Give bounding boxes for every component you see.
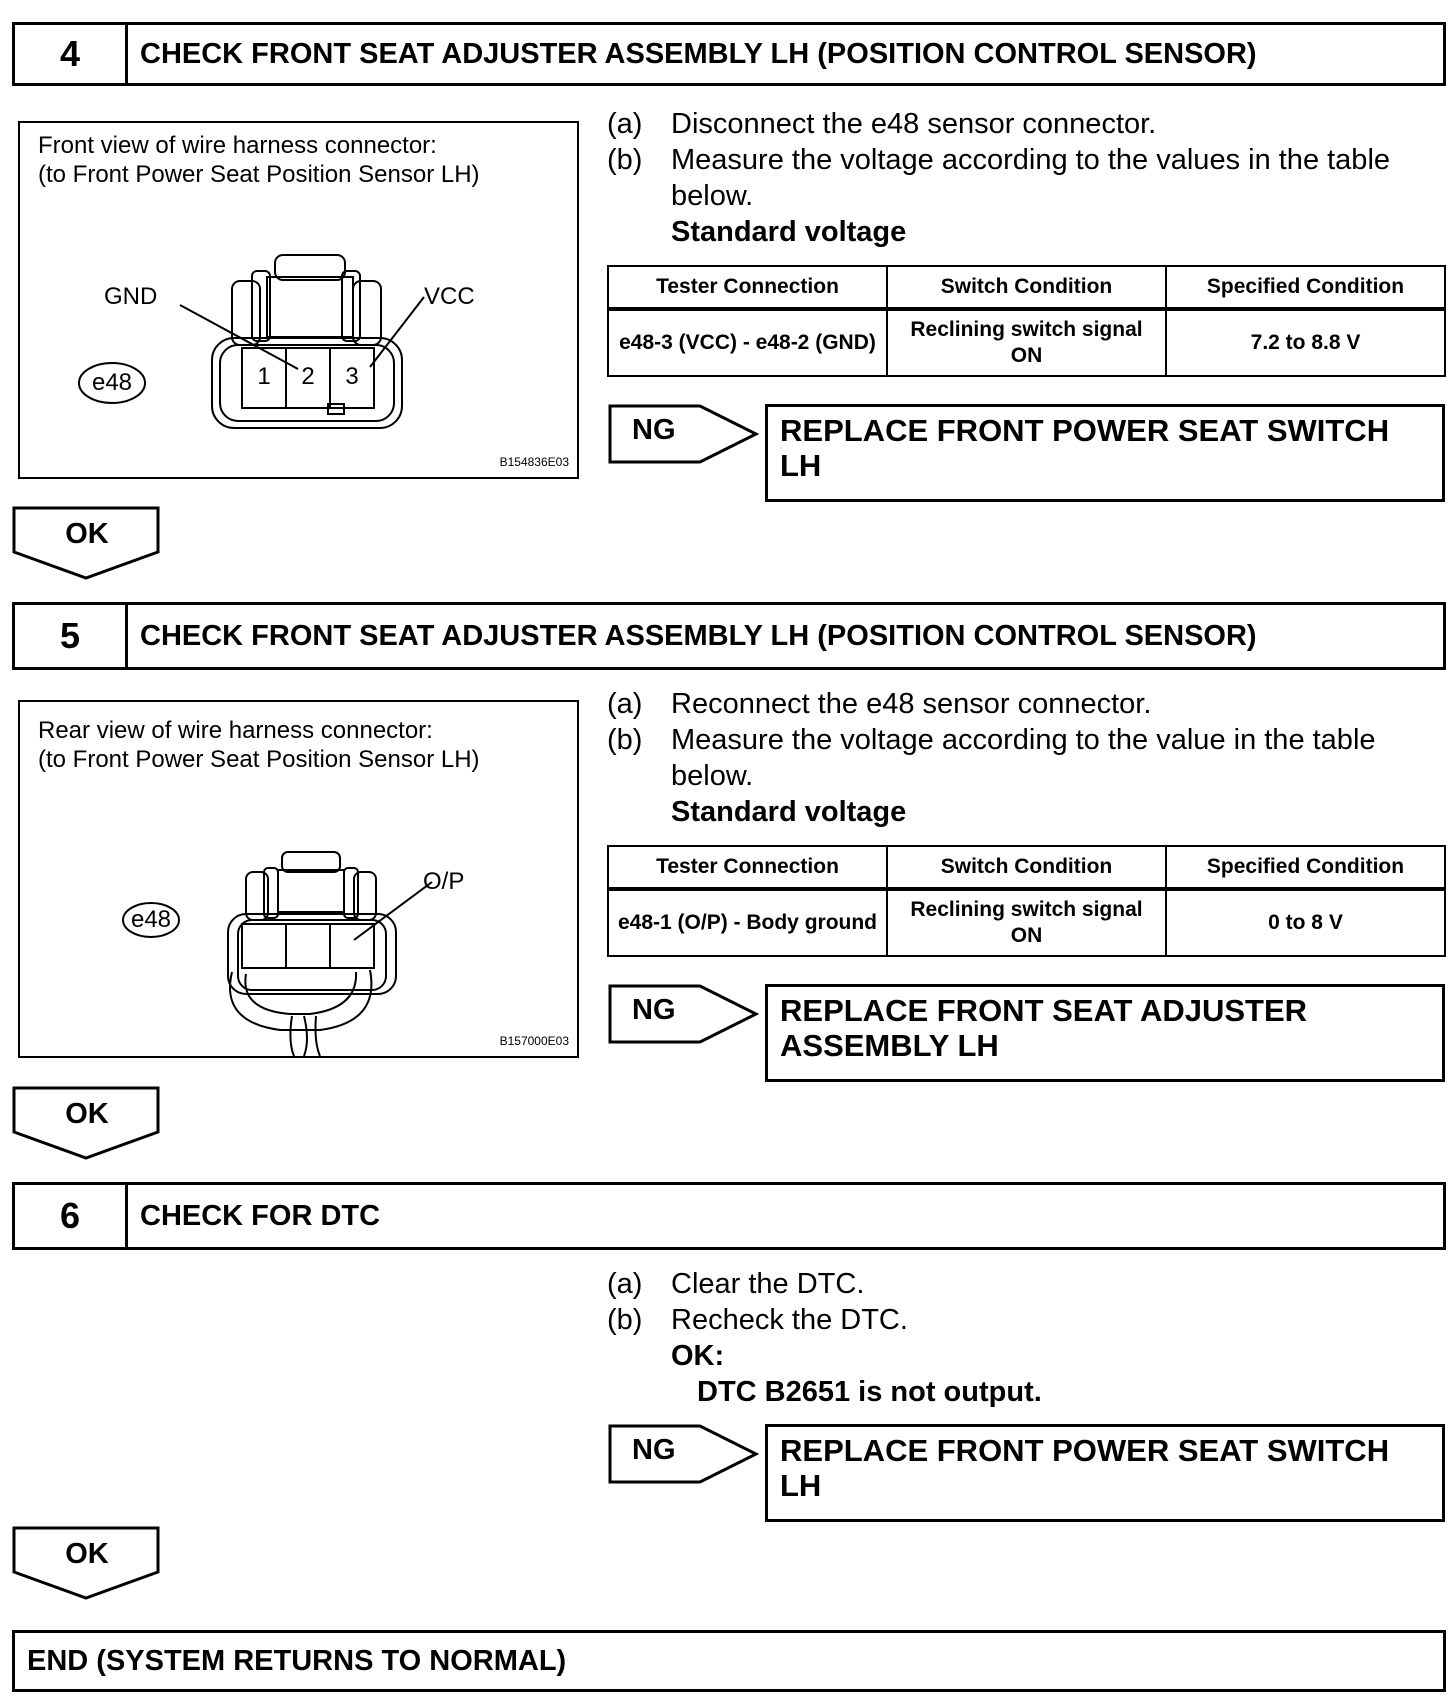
step-5-number: 5 [15,605,128,667]
step-5-spec-table [607,845,1446,957]
instruction-b: (b) Measure the voltage according to the value in the table below. [607,724,1376,792]
step-6-ng-arrow [608,1424,760,1484]
ok-criteria-detail: DTC B2651 is not output. [697,1376,1042,1408]
ng-label: NG [632,1434,676,1466]
table-cell: Reclining switch signal ON [887,309,1166,376]
connector-rear-view-diagram [20,702,577,1056]
connector-id-e48: e48 [91,369,133,396]
pin-1-label: 1 [257,363,271,390]
figure-caption: Rear view of wire harness connector: (to Front Power Seat Position Sensor LH) [38,717,480,773]
step-5-figure [18,700,579,1058]
step-4-header [12,22,1446,86]
table-header: Switch Condition [887,846,1166,889]
step-6-instructions [607,1266,1447,1410]
step-4-spec-table [607,265,1446,377]
op-label: O/P [423,868,465,895]
table-header: Specified Condition [1166,266,1445,309]
step-4-title: CHECK FRONT SEAT ADJUSTER ASSEMBLY LH (POSITION CONTROL SENSOR) [140,37,1257,70]
step-4-number: 4 [15,25,128,83]
instruction-b: (b) Measure the voltage according to the values in the table below. [607,144,1391,212]
step-4-ng-action: REPLACE FRONT POWER SEAT SWITCH LH [765,404,1445,502]
table-cell: e48-1 (O/P) - Body ground [608,889,887,956]
table-cell: e48-3 (VCC) - e48-2 (GND) [608,309,887,376]
table-header: Switch Condition [887,266,1166,309]
ng-label: NG [632,994,676,1026]
step-5-title: CHECK FRONT SEAT ADJUSTER ASSEMBLY LH (POSITION CONTROL SENSOR) [140,619,1257,652]
ok-criteria-heading: OK: [671,1340,725,1372]
figure-code: B154836E03 [499,455,569,469]
step-6-ng-action: REPLACE FRONT POWER SEAT SWITCH LH [765,1424,1445,1522]
step-6-title: CHECK FOR DTC [140,1199,381,1232]
table-header: Tester Connection [608,266,887,309]
table-header: Specified Condition [1166,846,1445,889]
vcc-label: VCC [424,283,475,310]
table-row [608,309,1445,376]
standard-voltage-heading: Standard voltage [671,796,907,828]
ok-label: OK [65,518,109,550]
gnd-label: GND [104,283,158,310]
step-4-instructions [607,106,1447,250]
ok-label: OK [65,1538,109,1570]
step-5-ng-arrow [608,984,760,1044]
pin-2-label: 2 [301,363,315,390]
ng-label: NG [632,414,676,446]
standard-voltage-heading: Standard voltage [671,216,907,248]
connector-id-e48: e48 [130,906,172,933]
figure-caption: Front view of wire harness connector: (to Front Power Seat Position Sensor LH) [38,132,480,188]
pin-3-label: 3 [345,363,359,390]
instruction-a: (a) Clear the DTC. [607,1268,865,1300]
table-row [608,889,1445,956]
step-6-number: 6 [15,1185,128,1247]
table-cell: Reclining switch signal ON [887,889,1166,956]
end-box: END (SYSTEM RETURNS TO NORMAL) [12,1630,1446,1692]
step-4-figure [18,121,579,479]
figure-code: B157000E03 [499,1034,569,1048]
instruction-a: (a) Disconnect the e48 sensor connector. [607,108,1157,140]
step-4-ng-arrow [608,404,760,464]
table-cell: 7.2 to 8.8 V [1166,309,1445,376]
table-cell: 0 to 8 V [1166,889,1445,956]
step-6-header [12,1182,1446,1250]
step-5-instructions [607,686,1447,830]
instruction-a: (a) Reconnect the e48 sensor connector. [607,688,1152,720]
ok-label: OK [65,1098,109,1130]
step-5-header [12,602,1446,670]
instruction-b: (b) Recheck the DTC. [607,1304,908,1336]
step-5-ng-action: REPLACE FRONT SEAT ADJUSTER ASSEMBLY LH [765,984,1445,1082]
table-header: Tester Connection [608,846,887,889]
